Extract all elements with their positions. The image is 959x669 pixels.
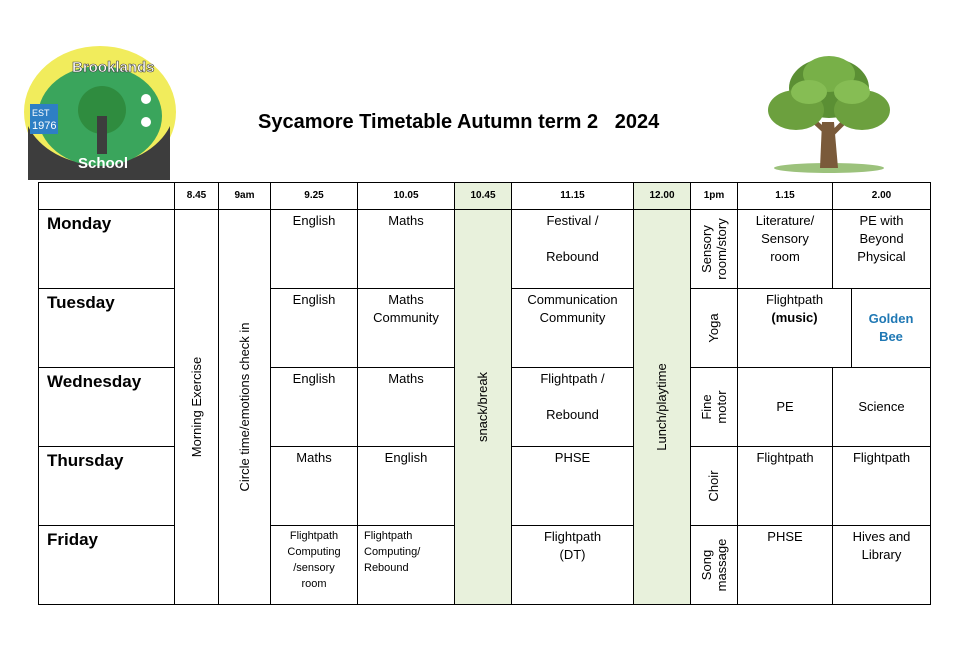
lesson-cell: English — [358, 447, 455, 526]
day-row-monday — [39, 210, 931, 289]
time-label: 9.25 — [271, 183, 358, 210]
lesson-cell: Maths — [358, 368, 455, 447]
day-label: Monday — [39, 210, 175, 289]
corner-cell — [39, 183, 175, 210]
day-label: Thursday — [39, 447, 175, 526]
lesson-cell: Maths Community — [358, 289, 455, 368]
lunch-block: Lunch/playtime — [634, 210, 691, 605]
time-label: 12.00 — [634, 183, 691, 210]
lesson-cell: Flightpath Computing /sensory room — [271, 526, 358, 605]
time-label: 1.15 — [738, 183, 833, 210]
time-label: 9am — [219, 183, 271, 210]
time-label: 1pm — [691, 183, 738, 210]
lesson-cell: PHSE — [512, 447, 634, 526]
lesson-cell: Song massage — [691, 526, 738, 605]
lesson-cell: PE with Beyond Physical — [833, 210, 931, 289]
day-label: Friday — [39, 526, 175, 605]
lesson-cell: English — [271, 289, 358, 368]
lesson-cell: Maths — [358, 210, 455, 289]
page-title: Sycamore Timetable Autumn term 2 2024 — [258, 111, 660, 133]
lesson-cell: Festival / Rebound — [512, 210, 634, 289]
morning-exercise-block: Morning Exercise — [175, 210, 219, 605]
lesson-cell: Flightpath — [738, 447, 833, 526]
time-label: 10.45 — [455, 183, 512, 210]
timetable — [38, 182, 931, 605]
lesson-cell: English — [271, 368, 358, 447]
lesson-cell: Flightpath (DT) — [512, 526, 634, 605]
day-label: Wednesday — [39, 368, 175, 447]
logo-school: School — [78, 155, 129, 172]
lesson-cell: Science — [833, 368, 931, 447]
lesson-cell: Maths — [271, 447, 358, 526]
bee-icon — [141, 117, 151, 127]
lesson-cell: Choir — [691, 447, 738, 526]
logo-est: EST — [32, 108, 50, 118]
time-label: 2.00 — [833, 183, 931, 210]
time-header-row — [39, 183, 931, 210]
tree-image — [764, 52, 894, 174]
time-label: 10.05 — [358, 183, 455, 210]
time-label: 8.45 — [175, 183, 219, 210]
lesson-cell: Flightpath (music) — [738, 289, 852, 368]
lesson-cell: Flightpath — [833, 447, 931, 526]
lesson-cell: Flightpath / Rebound — [512, 368, 634, 447]
lesson-cell: Fine motor — [691, 368, 738, 447]
circle-time-block: Circle time/emotions check in — [219, 210, 271, 605]
bee-icon — [141, 94, 151, 104]
lesson-cell: Sensory room/story — [691, 210, 738, 289]
time-label: 11.15 — [512, 183, 634, 210]
lesson-cell: PHSE — [738, 526, 833, 605]
lesson-cell: English — [271, 210, 358, 289]
logo-name: Brooklands — [72, 59, 155, 76]
logo-year: 1976 — [32, 120, 57, 132]
school-logo — [20, 44, 178, 180]
day-label: Tuesday — [39, 289, 175, 368]
lesson-cell: Hives and Library — [833, 526, 931, 605]
lesson-cell: PE — [738, 368, 833, 447]
lesson-cell: Flightpath Computing/ Rebound — [358, 526, 455, 605]
lesson-cell: Yoga — [691, 289, 738, 368]
lesson-cell: Communication Community — [512, 289, 634, 368]
golden-bee-cell: Golden Bee — [852, 289, 931, 368]
lesson-cell: Literature/ Sensory room — [738, 210, 833, 289]
snack-break-block: snack/break — [455, 210, 512, 605]
